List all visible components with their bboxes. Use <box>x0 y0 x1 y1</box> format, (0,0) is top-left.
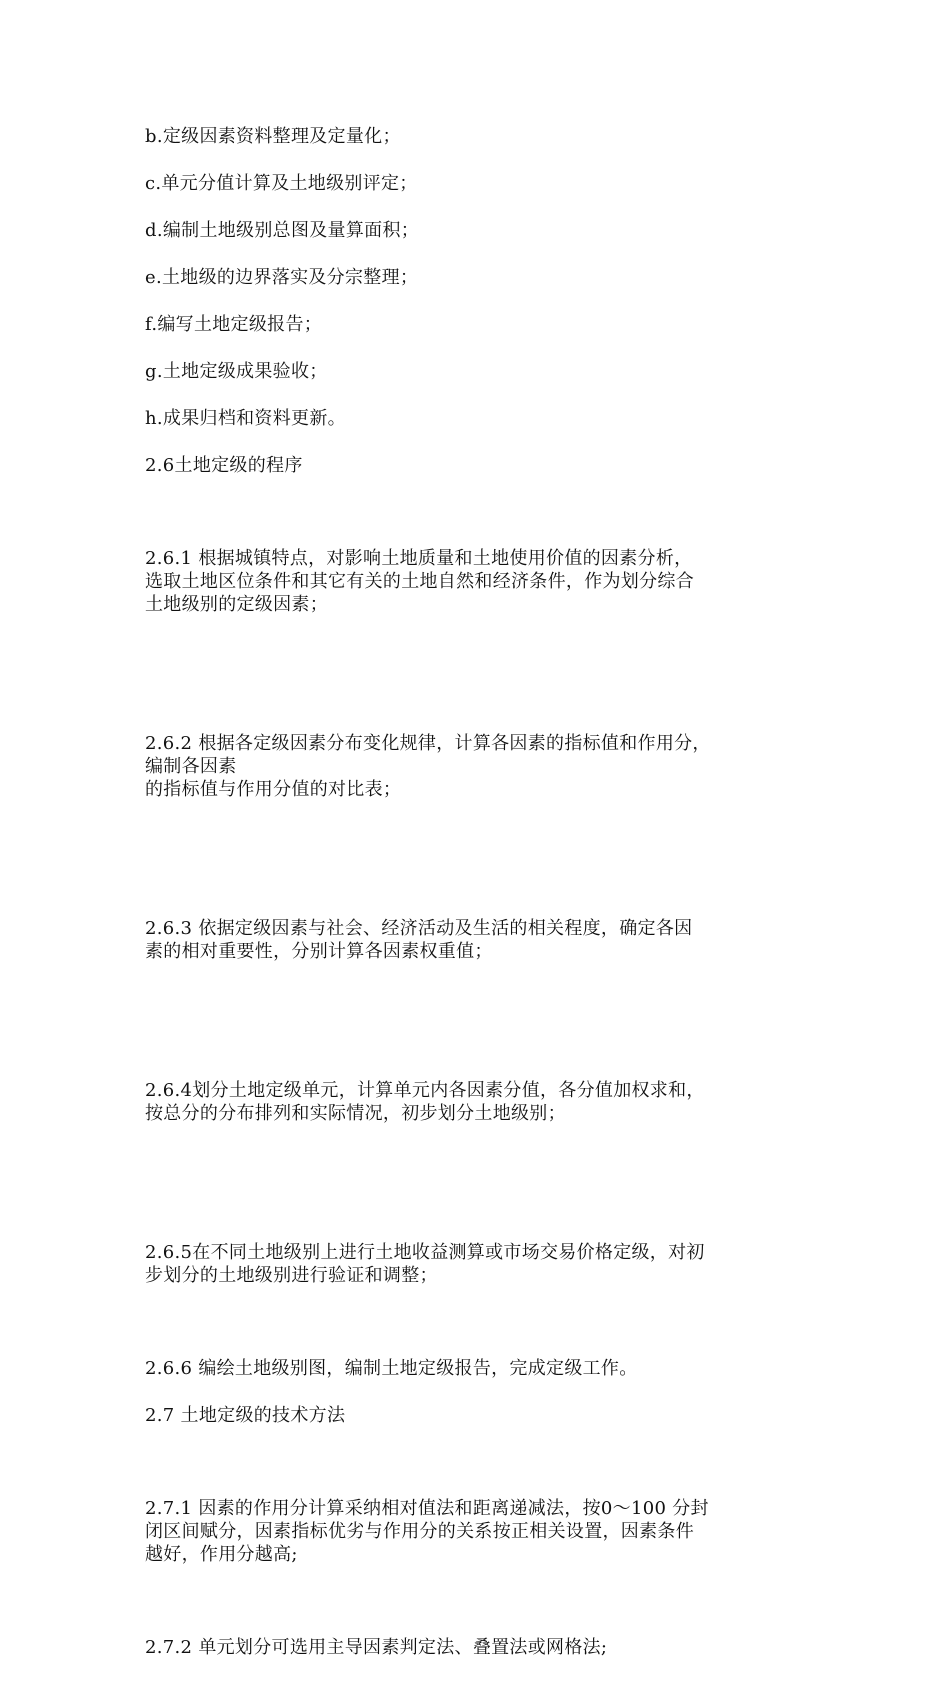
text-line: b.定级因素资料整理及定量化； <box>145 126 401 147</box>
text-line: 步划分的土地级别进行验证和调整； <box>145 1265 438 1286</box>
text-line: d.编制土地级别总图及量算面积； <box>145 220 420 241</box>
text-line: 素的相对重要性，分别计算各因素权重值； <box>145 941 493 962</box>
text-line: 选取土地区位条件和其它有关的土地自然和经济条件，作为划分综合 <box>145 571 694 592</box>
paragraph-2-6-4 <box>145 1033 817 1171</box>
text-line: 2.7.1 因素的作用分计算采纳相对值法和距离递减法，按0～100 分封 <box>145 1498 709 1519</box>
paragraph-h <box>145 407 817 430</box>
text-line: 2.6.2 根据各定级因素分布变化规律，计算各因素的指标值和作用分， <box>145 733 711 754</box>
paragraph-f <box>145 313 817 336</box>
text-line: h.成果归档和资料更新。 <box>145 408 346 429</box>
text-line: 2.6.5在不同土地级别上进行土地收益测算或市场交易价格定级，对初 <box>145 1242 705 1263</box>
text-line: f.编写土地定级报告； <box>145 314 323 335</box>
text-line: 2.6.4划分土地定级单元，计算单元内各因素分值，各分值加权求和， <box>145 1080 705 1101</box>
paragraph-b <box>145 125 817 148</box>
text-line: 按总分的分布排列和实际情况，初步划分土地级别； <box>145 1103 566 1124</box>
paragraph-2-7-1 <box>145 1451 817 1612</box>
text-line: 2.7.2 单元划分可选用主导因素判定法、叠置法或网格法; <box>145 1637 608 1658</box>
text-line: 的指标值与作用分值的对比表； <box>145 779 402 800</box>
text-line: c.单元分值计算及土地级别评定； <box>145 173 418 194</box>
paragraph-c <box>145 172 817 195</box>
text-line: g.土地定级成果验收； <box>145 361 328 382</box>
section-heading-2-6 <box>145 454 817 477</box>
paragraph-2-6-1 <box>145 501 817 662</box>
paragraph-2-6-5 <box>145 1195 817 1333</box>
text-line: 编制各因素 <box>145 756 237 777</box>
text-line: 2.7 土地定级的技术方法 <box>145 1405 346 1426</box>
text-line: e.土地级的边界落实及分宗整理； <box>145 267 419 288</box>
text-line: 2.6.6 编绘土地级别图，编制土地定级报告，完成定级工作。 <box>145 1358 638 1379</box>
text-line: 2.6土地定级的程序 <box>145 455 303 476</box>
document-body <box>145 125 817 1683</box>
paragraph-2-7-2 <box>145 1636 817 1659</box>
text-line: 闭区间赋分，因素指标优劣与作用分的关系按正相关设置，因素条件 <box>145 1521 694 1542</box>
section-heading-2-7 <box>145 1404 817 1427</box>
paragraph-2-6-6 <box>145 1357 817 1380</box>
text-line: 2.6.1 根据城镇特点，对影响土地质量和土地使用价值的因素分析， <box>145 548 693 569</box>
text-line: 2.6.3 依据定级因素与社会、经济活动及生活的相关程度，确定各因 <box>145 918 693 939</box>
paragraph-g <box>145 360 817 383</box>
paragraph-d <box>145 219 817 242</box>
paragraph-e <box>145 266 817 289</box>
text-line: 土地级别的定级因素； <box>145 594 328 615</box>
paragraph-2-6-2 <box>145 686 817 847</box>
text-line: 越好，作用分越高; <box>145 1544 298 1565</box>
paragraph-2-6-3 <box>145 871 817 1009</box>
